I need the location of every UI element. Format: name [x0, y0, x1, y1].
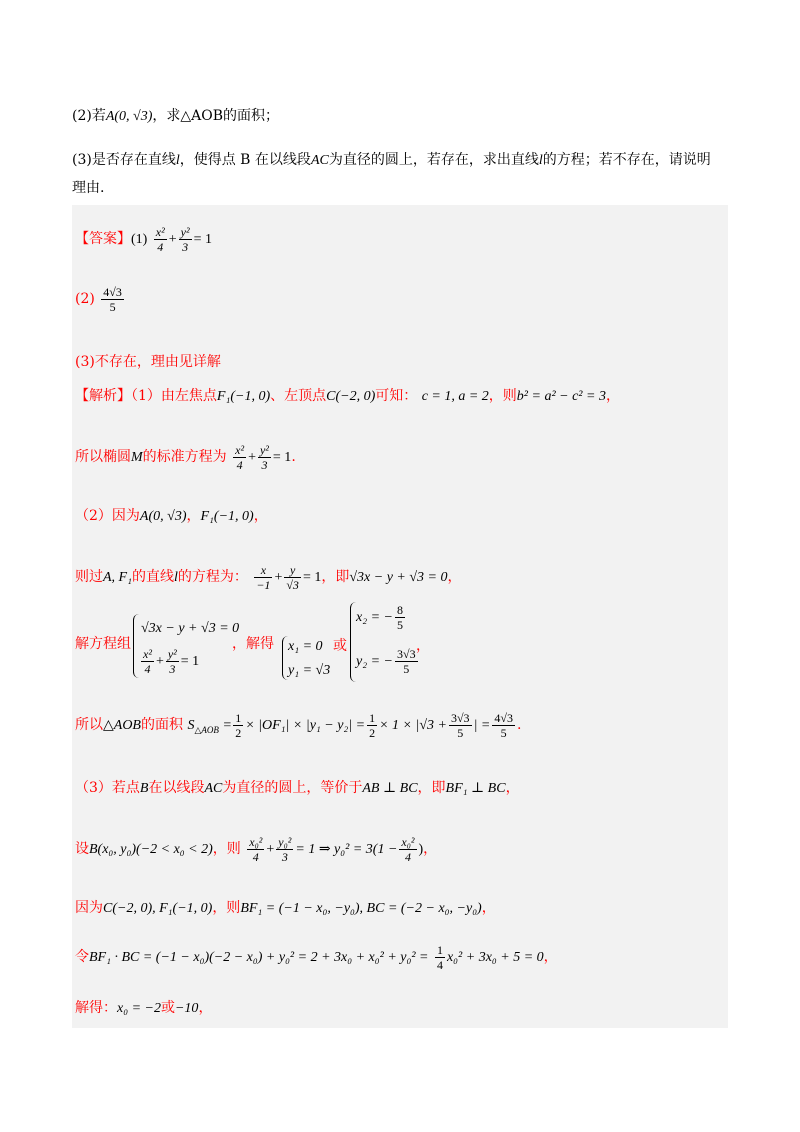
text: = 1 [272, 450, 292, 465]
text: . [291, 449, 296, 465]
denominator: −1 [256, 577, 271, 592]
analysis-line-10 [75, 940, 558, 975]
math: A(0, √3) [139, 509, 187, 524]
analysis-line-3 [75, 506, 268, 527]
text: ， [423, 841, 438, 857]
math: x₂ = − [356, 610, 393, 625]
math: x₁ = 0 [288, 639, 323, 654]
text: ，解得 [232, 636, 274, 652]
math: A, F₁ [103, 570, 132, 585]
analysis-line-2 [75, 440, 296, 475]
solution-2-y [356, 644, 420, 679]
math: | = [473, 718, 491, 733]
text: + [155, 654, 164, 669]
text: （2）因为 [75, 508, 140, 524]
text: ，求△AOB的面积； [152, 108, 280, 124]
numerator: y [284, 563, 301, 578]
denominator: 4 [436, 957, 443, 972]
denominator: 5 [457, 725, 464, 740]
denominator: 4 [236, 457, 243, 472]
fraction [395, 603, 405, 632]
numerator: y² [180, 224, 190, 239]
numerator: 8 [396, 602, 403, 617]
text: = 1 [180, 654, 200, 669]
fraction [449, 711, 472, 740]
text: ，即 [321, 569, 350, 585]
fraction [101, 285, 124, 314]
fraction [435, 943, 445, 972]
text: ， [253, 508, 268, 524]
math: C(−2, 0), F₁(−1, 0) [103, 901, 213, 916]
text: ，则 [212, 900, 241, 916]
math: F₁(−1, 0) [200, 509, 254, 524]
numerator: x₀² [249, 834, 263, 849]
text: 解方程组 [75, 636, 131, 652]
system-eq-1 [141, 618, 239, 639]
analysis-line-6 [75, 706, 521, 749]
text: 的面积 [140, 717, 183, 733]
denominator: 5 [500, 725, 507, 740]
math: B [139, 781, 149, 796]
fraction [233, 711, 243, 740]
numerator: 1 [235, 710, 242, 725]
numerator: y₀² [278, 834, 292, 849]
math: b² = a² − c² = 3 [516, 389, 606, 404]
text: (3)不存在，理由见详解 [75, 354, 221, 370]
text: 的直线 [131, 569, 174, 585]
math: S [187, 718, 195, 733]
text: 令 [75, 949, 89, 965]
math-l: l [175, 153, 180, 168]
numerator: 1 [436, 942, 443, 957]
analysis-line-8 [75, 830, 437, 869]
fraction [399, 835, 416, 864]
math: BF₁ ⊥ BC [445, 781, 506, 796]
math: C(−2, 0) [326, 389, 376, 404]
text: + [168, 232, 177, 247]
math: × 1 × |√3 + [379, 718, 447, 733]
analysis-line-5-end [416, 636, 430, 656]
math: BF₁ · BC = (−1 − x₀)(−2 − x₀) + y₀² = 2 + 3x₀ + x₀² + y₀² = [89, 950, 429, 965]
denominator: 2 [369, 725, 376, 740]
numerator: y² [259, 442, 269, 457]
answer-line-3 [75, 352, 221, 372]
numerator: 1 [369, 710, 376, 725]
numerator: 3√3 [396, 646, 416, 661]
text: = 1 [193, 232, 212, 247]
text: 的方程；若不存在，请说明 [542, 152, 711, 168]
denominator: 3 [261, 457, 268, 472]
denominator: 3 [169, 661, 176, 676]
text: 或 [160, 1000, 175, 1016]
answer-line-2 [75, 282, 126, 316]
fraction [141, 647, 154, 676]
numerator: 4√3 [494, 710, 513, 725]
fraction [367, 711, 377, 740]
math: c = 1, a = 2 [421, 389, 489, 404]
numerator: x² [155, 224, 165, 239]
text: ， [543, 949, 558, 965]
answer-label: 【答案】 [75, 231, 131, 247]
denominator: 5 [109, 299, 116, 314]
text: 、左顶点 [270, 388, 327, 404]
denominator: 2 [235, 725, 242, 740]
fraction [179, 225, 192, 254]
text: 或 [333, 638, 347, 654]
text: = 1 [302, 570, 322, 585]
question-part3-line2 [72, 178, 104, 198]
analysis-line-11 [75, 998, 212, 1019]
text: ，即 [417, 780, 446, 796]
fraction [284, 563, 301, 592]
text: (1) [131, 232, 148, 247]
math: × |OF₁| × |y₁ − y₂| = [245, 718, 366, 733]
math: y₁ = √3 [288, 663, 331, 678]
text: 因为 [75, 900, 103, 916]
fraction [276, 835, 293, 864]
denominator: √3 [286, 577, 299, 592]
text: ， [505, 780, 520, 796]
math: −10 [174, 1001, 199, 1016]
analysis-line-5-or [333, 636, 347, 656]
analysis-label: 【解析】 [75, 388, 131, 404]
text: ， [416, 638, 430, 654]
text: = [223, 718, 232, 733]
analysis-line-7 [75, 778, 520, 799]
denominator: 4 [144, 661, 151, 676]
text: (2)若 [72, 108, 106, 124]
analysis-line-4 [75, 560, 461, 595]
math: △AOB [103, 718, 141, 733]
text: 理由. [72, 180, 105, 196]
text: + [274, 570, 283, 585]
solution-1-x [288, 636, 323, 657]
fraction [254, 563, 272, 592]
text: . [516, 717, 522, 733]
math: AC [204, 781, 223, 796]
denominator: 3 [281, 849, 288, 864]
text: ， [186, 508, 201, 524]
fraction [247, 835, 264, 864]
text: ， [481, 900, 496, 916]
fraction [395, 647, 418, 676]
text: 为直径的圆上，若存在，求出直线 [328, 152, 539, 168]
math: x₀ = −2 [117, 1001, 161, 1016]
question-part3-line1 [72, 150, 711, 171]
analysis-line-1 [75, 386, 620, 407]
text: (3)是否存在直线 [72, 152, 176, 168]
answer-line-1 [75, 222, 212, 257]
fraction [166, 647, 179, 676]
math: x₀² + 3x₀ + 5 = 0 [446, 950, 544, 965]
text: 则过 [75, 569, 103, 585]
fraction [154, 225, 167, 254]
text: 可知： [375, 388, 418, 404]
text: 为直径的圆上，等价于 [222, 780, 363, 796]
denominator: 4 [157, 239, 164, 254]
text: 所以 [75, 717, 103, 733]
numerator: y² [167, 646, 177, 661]
text: 解得： [75, 1000, 117, 1016]
math-subscript: △AOB [194, 724, 219, 735]
text: ) [418, 842, 424, 857]
system-eq-2 [139, 644, 199, 679]
math: l [173, 570, 178, 585]
fraction [233, 443, 246, 472]
text: 的标准方程为 [142, 449, 227, 465]
analysis-line-5-solve [232, 634, 274, 654]
math: AB ⊥ BC [362, 781, 418, 796]
text: ，使得点 B 在以线段 [179, 152, 311, 168]
question-part2 [72, 106, 279, 127]
text: （3）若点 [75, 780, 140, 796]
text: 所以椭圆 [75, 449, 131, 465]
denominator: 4 [252, 849, 259, 864]
text: 在以线段 [148, 780, 205, 796]
solution-1-y [288, 660, 330, 681]
solution-2-x [356, 600, 407, 635]
text: 设 [75, 841, 89, 857]
math: B(x₀, y₀)(−2 < x₀ < 2) [89, 842, 213, 857]
numerator: 4√3 [103, 284, 122, 299]
math: y₂ = − [356, 654, 393, 669]
text: (2) [75, 291, 95, 307]
math: M [131, 450, 143, 465]
text: + [248, 450, 256, 465]
math-AC: AC [310, 153, 329, 168]
math: √3x − y + √3 = 0 [349, 570, 448, 585]
numerator: x [254, 563, 272, 578]
analysis-line-9 [75, 898, 496, 919]
text: ， [447, 569, 462, 585]
denominator: 3 [182, 239, 189, 254]
text: ， [198, 1000, 213, 1016]
denominator: 5 [396, 617, 403, 632]
denominator: 4 [404, 849, 411, 864]
math: √3x − y + √3 = 0 [141, 621, 240, 636]
math: = 1 ⇒ y₀² = 3(1 − [295, 842, 398, 857]
text: ，则 [488, 388, 517, 404]
text: + [266, 842, 275, 857]
fraction [492, 711, 515, 740]
text: 的方程为： [177, 569, 248, 585]
denominator: 5 [403, 661, 410, 676]
math-point-A: A(0, √3) [105, 109, 153, 124]
analysis-line-5-label [75, 634, 131, 654]
numerator: 3√3 [450, 710, 470, 725]
math-l: l [538, 153, 543, 168]
text: ， [605, 388, 620, 404]
numerator: x₀² [401, 834, 415, 849]
text: （1）由左焦点 [131, 388, 217, 404]
text: ，则 [212, 841, 241, 857]
numerator: x² [235, 442, 245, 457]
math: BF₁ = (−1 − x₀, −y₀), BC = (−2 − x₀, −y₀) [240, 901, 482, 916]
math: F₁(−1, 0) [216, 389, 271, 404]
numerator: x² [143, 646, 152, 661]
fraction [258, 443, 271, 472]
